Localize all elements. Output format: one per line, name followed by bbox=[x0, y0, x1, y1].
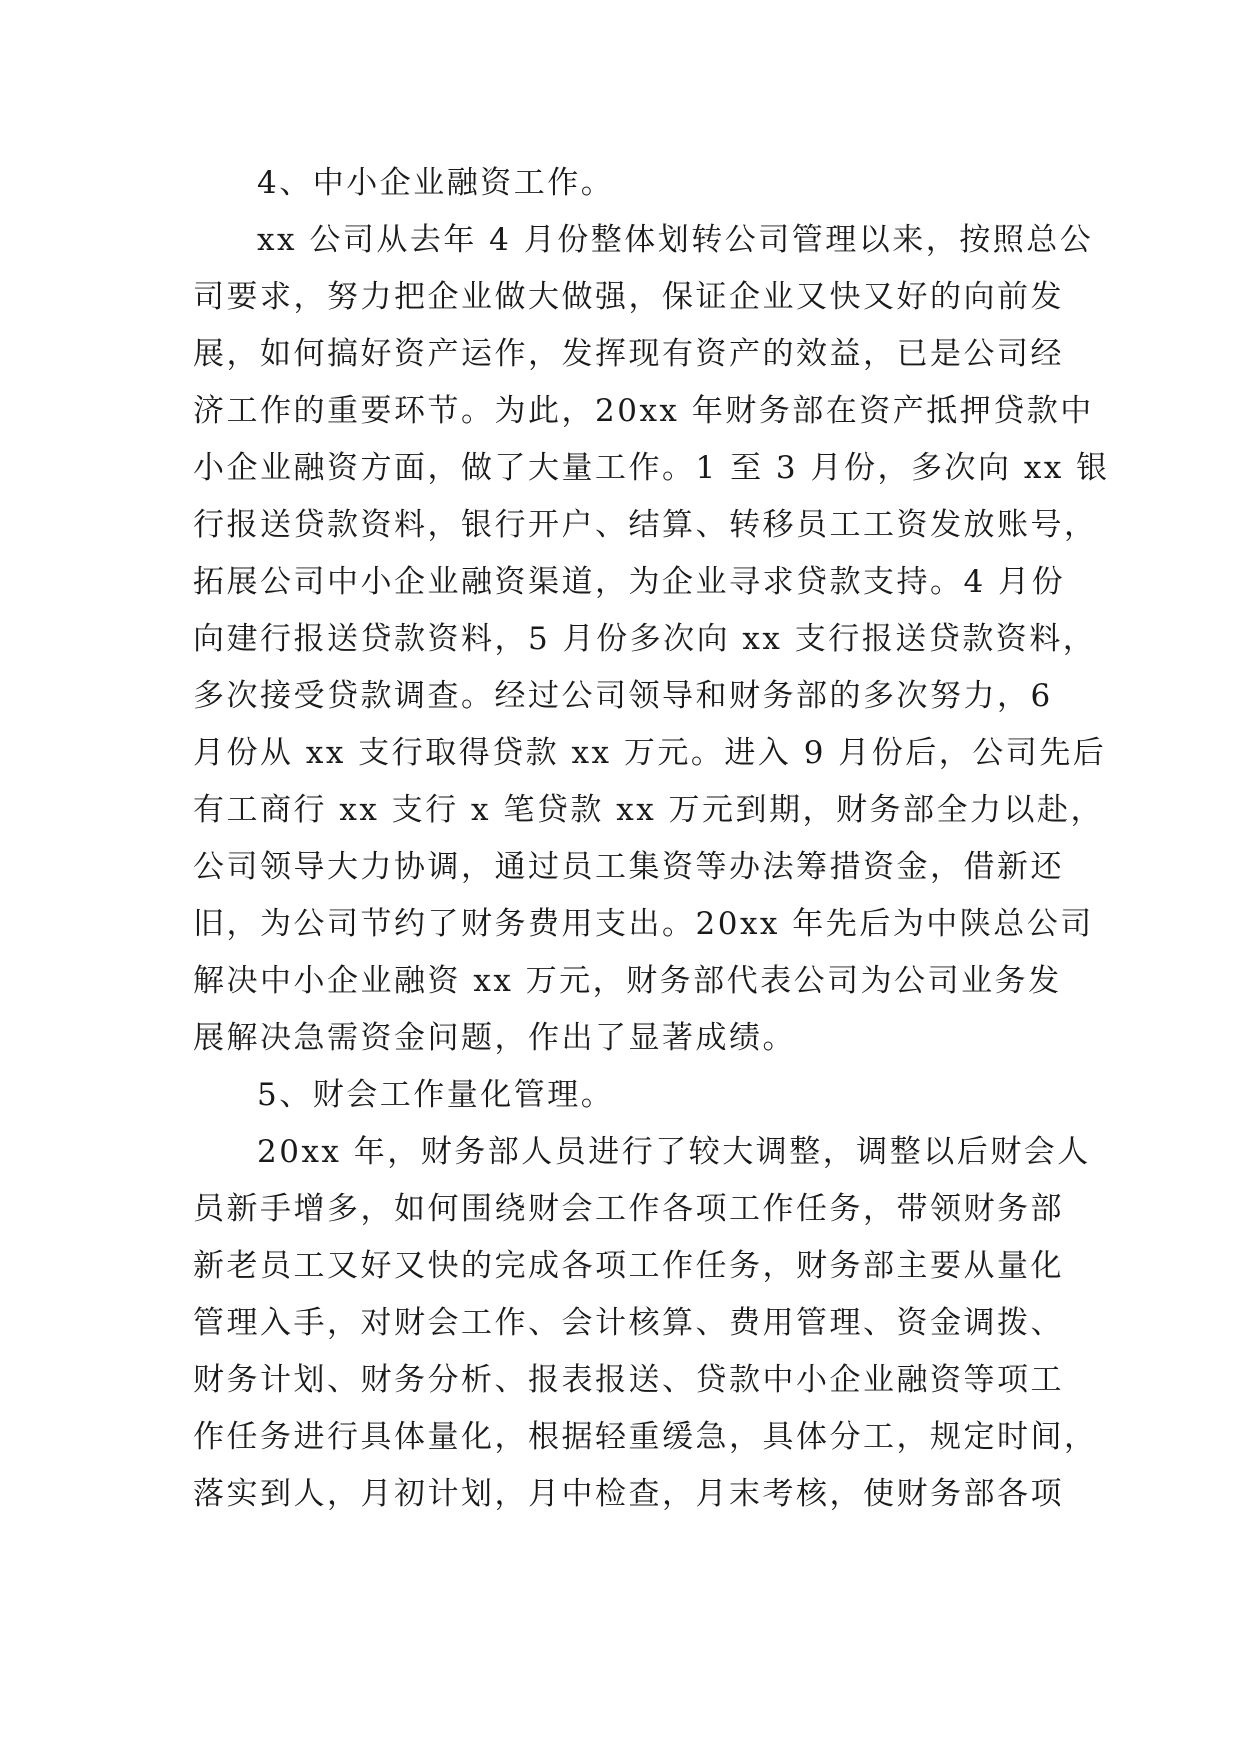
text-line: 旧，为公司节约了财务费用支出。20xx 年先后为中陕总公司 bbox=[193, 906, 1094, 942]
text-line: 济工作的重要环节。为此，20xx 年财务部在资产抵押贷款中 bbox=[193, 393, 1094, 429]
text-line: 行报送贷款资料，银行开户、结算、转移员工工资发放账号， bbox=[193, 507, 1098, 543]
text-line: 月份从 xx 支行取得贷款 xx 万元。进入 9 月份后，公司先后 bbox=[193, 735, 1107, 771]
text-line: 新老员工又好又快的完成各项工作任务，财务部主要从量化 bbox=[193, 1248, 1064, 1284]
document-body bbox=[193, 155, 1110, 1523]
text-line: xx 公司从去年 4 月份整体划转公司管理以来，按照总公 bbox=[257, 222, 1094, 258]
text-line: 解决中小企业融资 xx 万元，财务部代表公司为公司业务发 bbox=[193, 963, 1062, 999]
text-line: 20xx 年，财务部人员进行了较大调整，调整以后财会人 bbox=[257, 1134, 1091, 1170]
text-line: 管理入手，对财会工作、会计核算、费用管理、资金调拨、 bbox=[193, 1305, 1064, 1341]
text-line: 小企业融资方面，做了大量工作。1 至 3 月份，多次向 xx 银 bbox=[193, 450, 1110, 486]
text-line: 员新手增多，如何围绕财会工作各项工作任务，带领财务部 bbox=[193, 1191, 1064, 1227]
text-line: 4、中小企业融资工作。 bbox=[257, 165, 615, 201]
text-line: 司要求，努力把企业做大做强，保证企业又快又好的向前发 bbox=[193, 279, 1064, 315]
text-line: 向建行报送贷款资料，5 月份多次向 xx 支行报送贷款资料， bbox=[193, 621, 1097, 657]
text-line: 作任务进行具体量化，根据轻重缓急，具体分工，规定时间， bbox=[193, 1419, 1098, 1455]
text-line: 落实到人，月初计划，月中检查，月末考核，使财务部各项 bbox=[193, 1476, 1064, 1512]
text-line: 有工商行 xx 支行 x 笔贷款 xx 万元到期，财务部全力以赴， bbox=[193, 792, 1105, 828]
text-line: 展解决急需资金问题，作出了显著成绩。 bbox=[193, 1020, 796, 1056]
text-line: 多次接受贷款调查。经过公司领导和财务部的多次努力，6 bbox=[193, 678, 1053, 714]
text-line: 展，如何搞好资产运作，发挥现有资产的效益，已是公司经 bbox=[193, 336, 1064, 372]
text-line: 财务计划、财务分析、报表报送、贷款中小企业融资等项工 bbox=[193, 1362, 1064, 1398]
text-line: 公司领导大力协调，通过员工集资等办法筹措资金，借新还 bbox=[193, 849, 1064, 885]
text-line: 拓展公司中小企业融资渠道，为企业寻求贷款支持。4 月份 bbox=[193, 564, 1066, 600]
text-line: 5、财会工作量化管理。 bbox=[257, 1077, 615, 1113]
